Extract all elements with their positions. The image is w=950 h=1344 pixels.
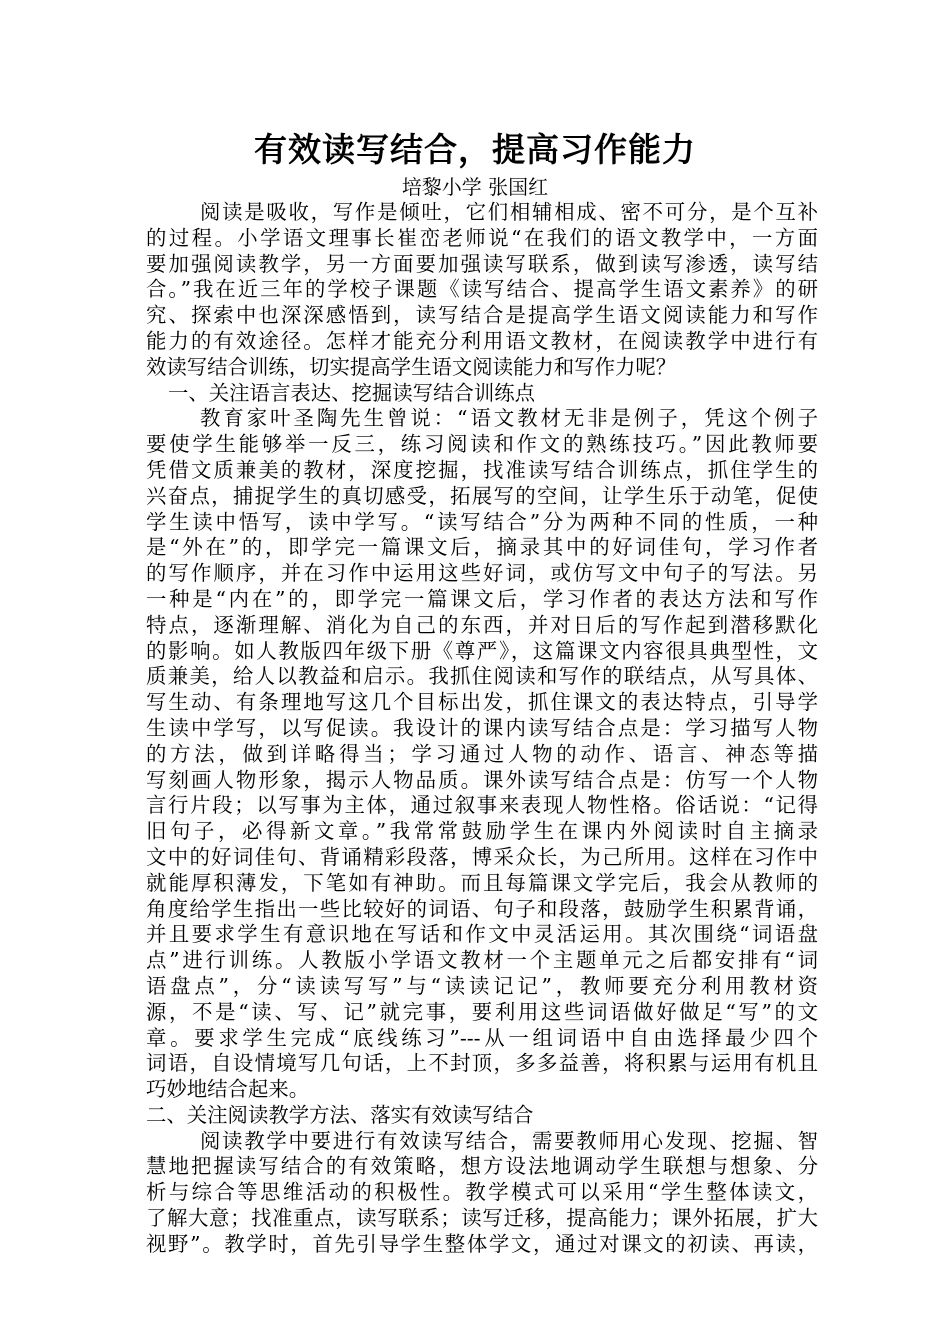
text-line: 阅读是吸收，写作是倾吐，它们相辅相成、密不可分，是个互补 bbox=[200, 200, 818, 224]
text-line: 章。要求学生完成“底线练习”---从一组词语中自由选择最少四个 bbox=[146, 1025, 818, 1050]
author-line: 培黎小学 张国红 bbox=[401, 175, 549, 199]
text-line: 析与综合等思维活动的积极性。教学模式可以采用“学生整体读文， bbox=[146, 1180, 818, 1205]
text-line: 兴奋点，捕捉学生的真切感受，拓展写的空间，让学生乐于动笔，促使 bbox=[146, 483, 818, 508]
text-line: 合。”我在近三年的学校子课题《读写结合、提高学生语文素养》的研 bbox=[146, 277, 818, 302]
text-line: 点”进行训练。人教版小学语文教材一个主题单元之后都安排有“词 bbox=[146, 948, 818, 973]
text-line: 角度给学生指出一些比较好的词语、句子和段落，鼓励学生积累背诵， bbox=[146, 896, 818, 921]
text-line: 就能厚积薄发，下笔如有神助。而且每篇课文学完后，我会从教师的 bbox=[146, 870, 818, 895]
section-heading: 一、关注语言表达、挖掘读写结合训练点 bbox=[168, 380, 536, 405]
text-line: 的影响。如人教版四年级下册《尊严》，这篇课文内容很具典型性，文 bbox=[146, 638, 818, 663]
text-line: 究、探索中也深深感悟到，读写结合是提高学生语文阅读能力和写作 bbox=[146, 303, 818, 328]
body-text bbox=[146, 200, 818, 1258]
text-line: 的过程。小学语文理事长崔峦老师说“在我们的语文教学中，一方面 bbox=[146, 225, 818, 250]
text-line: 源，不是“读、写、记”就完事，要利用这些词语做好做足“写”的文 bbox=[146, 999, 818, 1024]
section-heading: 二、关注阅读教学方法、落实有效读写结合 bbox=[146, 1102, 534, 1127]
text-line: 生读中学写，以写促读。我设计的课内读写结合点是：学习描写人物 bbox=[146, 715, 818, 740]
text-line: 质兼美，给人以教益和启示。我抓住阅读和写作的联结点，从写具体、 bbox=[146, 664, 818, 689]
text-line: 言行片段；以写事为主体，通过叙事来表现人物性格。俗话说：“记得 bbox=[146, 793, 818, 818]
text-line: 旧句子，必得新文章。”我常常鼓励学生在课内外阅读时自主摘录 bbox=[146, 819, 818, 844]
text-line: 要加强阅读教学，另一方面要加强读写联系，做到读写渗透，读写结 bbox=[146, 251, 818, 276]
text-line: 了解大意；找准重点，读写联系；读写迁移，提高能力；课外拓展，扩大 bbox=[146, 1206, 818, 1231]
text-line: 效读写结合训练，切实提高学生语文阅读能力和写作力呢？ bbox=[146, 354, 677, 379]
text-line: 一种是“内在”的，即学完一篇课文后，学习作者的表达方法和写作 bbox=[146, 586, 818, 611]
text-line: 视野”。教学时，首先引导学生整体学文，通过对课文的初读、再读， bbox=[146, 1231, 818, 1256]
text-line: 词语，自设情境写几句话，上不封顶，多多益善，将积累与运用有机且 bbox=[146, 1051, 818, 1076]
text-line: 教育家叶圣陶先生曾说：“语文教材无非是例子，凭这个例子 bbox=[200, 406, 818, 431]
text-line: 巧妙地结合起来。 bbox=[146, 1077, 310, 1102]
text-line: 能力的有效途径。怎样才能充分利用语文教材，在阅读教学中进行有 bbox=[146, 328, 818, 353]
text-line: 要使学生能够举一反三，练习阅读和作文的熟练技巧。”因此教师要 bbox=[146, 432, 818, 457]
text-line: 是“外在”的，即学完一篇课文后，摘录其中的好词佳句，学习作者 bbox=[146, 535, 818, 560]
text-line: 阅读教学中要进行有效读写结合，需要教师用心发现、挖掘、智 bbox=[200, 1128, 818, 1153]
text-line: 并且要求学生有意识地在写话和作文中灵活运用。其次围绕“词语盘 bbox=[146, 922, 818, 947]
text-line: 的写作顺序，并在习作中运用这些好词，或仿写文中句子的写法。另 bbox=[146, 561, 818, 586]
text-line: 凭借文质兼美的教材，深度挖掘，找准读写结合训练点，抓住学生的 bbox=[146, 457, 818, 482]
text-line: 语盘点”，分“读读写写”与“读读记记”，教师要充分利用教材资 bbox=[146, 973, 818, 998]
document-title: 有效读写结合，提高习作能力 bbox=[254, 130, 696, 169]
text-line: 慧地把握读写结合的有效策略，想方设法地调动学生联想与想象、分 bbox=[146, 1154, 818, 1179]
text-line: 的方法，做到详略得当；学习通过人物的动作、语言、神态等描 bbox=[146, 741, 818, 766]
text-line: 学生读中悟写，读中学写。“读写结合”分为两种不同的性质，一种 bbox=[146, 509, 818, 534]
text-line: 文中的好词佳句、背诵精彩段落，博采众长，为己所用。这样在习作中 bbox=[146, 844, 818, 869]
text-line: 写生动、有条理地写这几个目标出发，抓住课文的表达特点，引导学 bbox=[146, 690, 818, 715]
text-line: 特点，逐渐理解、消化为自己的东西，并对日后的写作起到潜移默化 bbox=[146, 612, 818, 637]
text-line: 写刻画人物形象，揭示人物品质。课外读写结合点是：仿写一个人物 bbox=[146, 767, 818, 792]
